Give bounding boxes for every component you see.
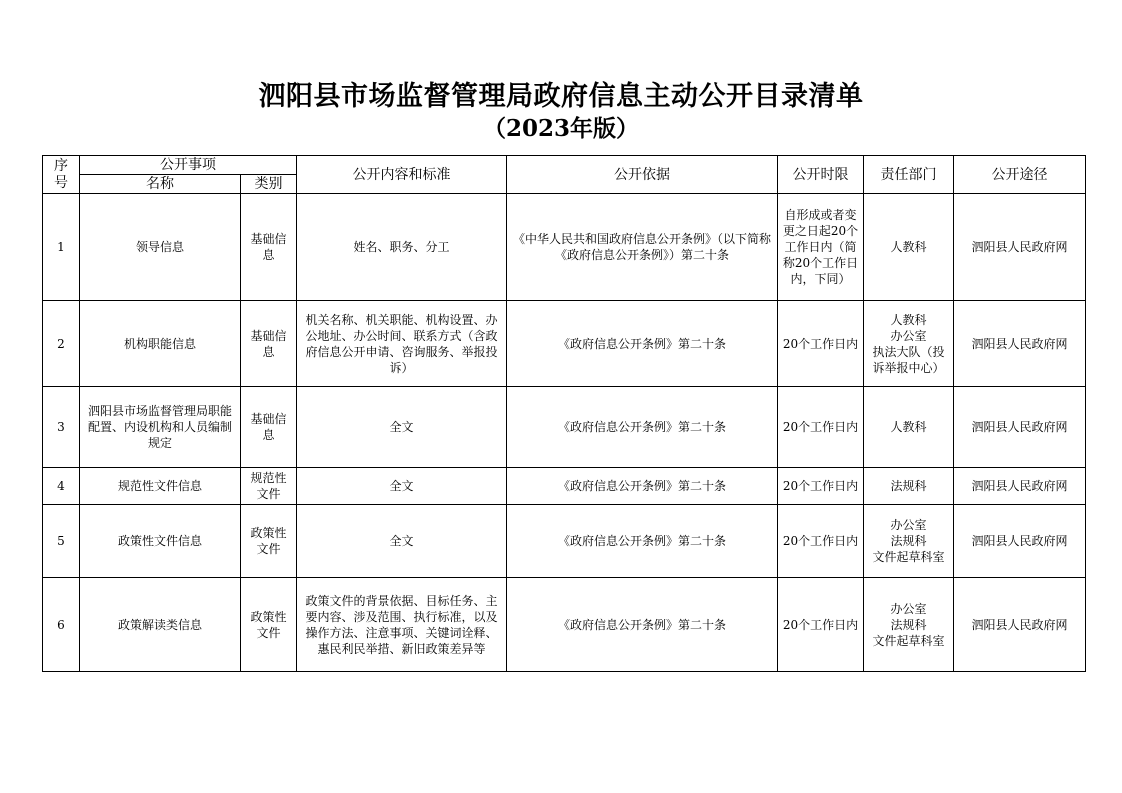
- row-content: 全文: [297, 505, 507, 578]
- row-department: 人教科: [864, 387, 954, 468]
- row-content: 全文: [297, 387, 507, 468]
- row-basis: 《政府信息公开条例》第二十条: [507, 468, 778, 505]
- table-row: [43, 301, 1086, 387]
- row-name: 泗阳县市场监督管理局职能配置、内设机构和人员编制规定: [80, 387, 241, 468]
- header-department: 责任部门: [864, 156, 954, 194]
- row-time-limit: 20个工作日内: [778, 301, 864, 387]
- header-category: 类别: [241, 175, 297, 194]
- row-channel: 泗阳县人民政府网: [954, 468, 1086, 505]
- table-header-row: [43, 156, 1086, 175]
- header-name: 名称: [80, 175, 241, 194]
- table-row: [43, 468, 1086, 505]
- row-name: 政策解读类信息: [80, 578, 241, 672]
- row-category: 基础信 息: [241, 194, 297, 301]
- row-basis: 《政府信息公开条例》第二十条: [507, 578, 778, 672]
- disclosure-table: [42, 155, 1086, 672]
- table-row: [43, 505, 1086, 578]
- row-name: 领导信息: [80, 194, 241, 301]
- row-time-limit: 自形成或者变更之日起20个工作日内（简称20个工作日内，下同）: [778, 194, 864, 301]
- row-time-limit: 20个工作日内: [778, 505, 864, 578]
- row-channel: 泗阳县人民政府网: [954, 505, 1086, 578]
- row-content: 姓名、职务、分工: [297, 194, 507, 301]
- row-seq: 1: [43, 194, 80, 301]
- document-title: 泗阳县市场监督管理局政府信息主动公开目录清单: [258, 81, 864, 112]
- row-name: 规范性文件信息: [80, 468, 241, 505]
- row-basis: 《中华人民共和国政府信息公开条例》（以下简称《政府信息公开条例》）第二十条: [507, 194, 778, 301]
- row-channel: 泗阳县人民政府网: [954, 194, 1086, 301]
- row-time-limit: 20个工作日内: [778, 387, 864, 468]
- table-row: [43, 387, 1086, 468]
- row-basis: 《政府信息公开条例》第二十条: [507, 387, 778, 468]
- header-seq: 序 号: [43, 156, 80, 194]
- row-category: 基础信 息: [241, 301, 297, 387]
- row-department: 人教科: [864, 194, 954, 301]
- row-time-limit: 20个工作日内: [778, 468, 864, 505]
- row-department: 办公室 法规科 文件起草科室: [864, 505, 954, 578]
- header-time-limit: 公开时限: [778, 156, 864, 194]
- header-channel: 公开途径: [954, 156, 1086, 194]
- row-category: 规范性 文件: [241, 468, 297, 505]
- table-row: [43, 194, 1086, 301]
- row-basis: 《政府信息公开条例》第二十条: [507, 505, 778, 578]
- row-channel: 泗阳县人民政府网: [954, 578, 1086, 672]
- header-basis: 公开依据: [507, 156, 778, 194]
- row-seq: 4: [43, 468, 80, 505]
- header-content: 公开内容和标准: [297, 156, 507, 194]
- row-department: 办公室 法规科 文件起草科室: [864, 578, 954, 672]
- row-category: 政策性 文件: [241, 505, 297, 578]
- row-content: 政策文件的背景依据、目标任务、主要内容、涉及范围、执行标准，以及操作方法、注意事项、关键词诠释、惠民利民举措、新旧政策差异等: [297, 578, 507, 672]
- row-seq: 3: [43, 387, 80, 468]
- row-basis: 《政府信息公开条例》第二十条: [507, 301, 778, 387]
- row-time-limit: 20个工作日内: [778, 578, 864, 672]
- row-category: 政策性 文件: [241, 578, 297, 672]
- row-department: 人教科 办公室 执法大队（投诉举报中心）: [864, 301, 954, 387]
- row-content: 全文: [297, 468, 507, 505]
- row-seq: 2: [43, 301, 80, 387]
- row-name: 政策性文件信息: [80, 505, 241, 578]
- row-category: 基础信 息: [241, 387, 297, 468]
- row-seq: 6: [43, 578, 80, 672]
- row-name: 机构职能信息: [80, 301, 241, 387]
- row-seq: 5: [43, 505, 80, 578]
- header-item-group: 公开事项: [80, 156, 297, 175]
- row-content: 机关名称、机关职能、机构设置、办公地址、办公时间、联系方式（含政府信息公开申请、咨询服务、举报投诉）: [297, 301, 507, 387]
- table-row: [43, 578, 1086, 672]
- document-subtitle: （2023年版）: [482, 115, 639, 142]
- row-channel: 泗阳县人民政府网: [954, 301, 1086, 387]
- row-department: 法规科: [864, 468, 954, 505]
- row-channel: 泗阳县人民政府网: [954, 387, 1086, 468]
